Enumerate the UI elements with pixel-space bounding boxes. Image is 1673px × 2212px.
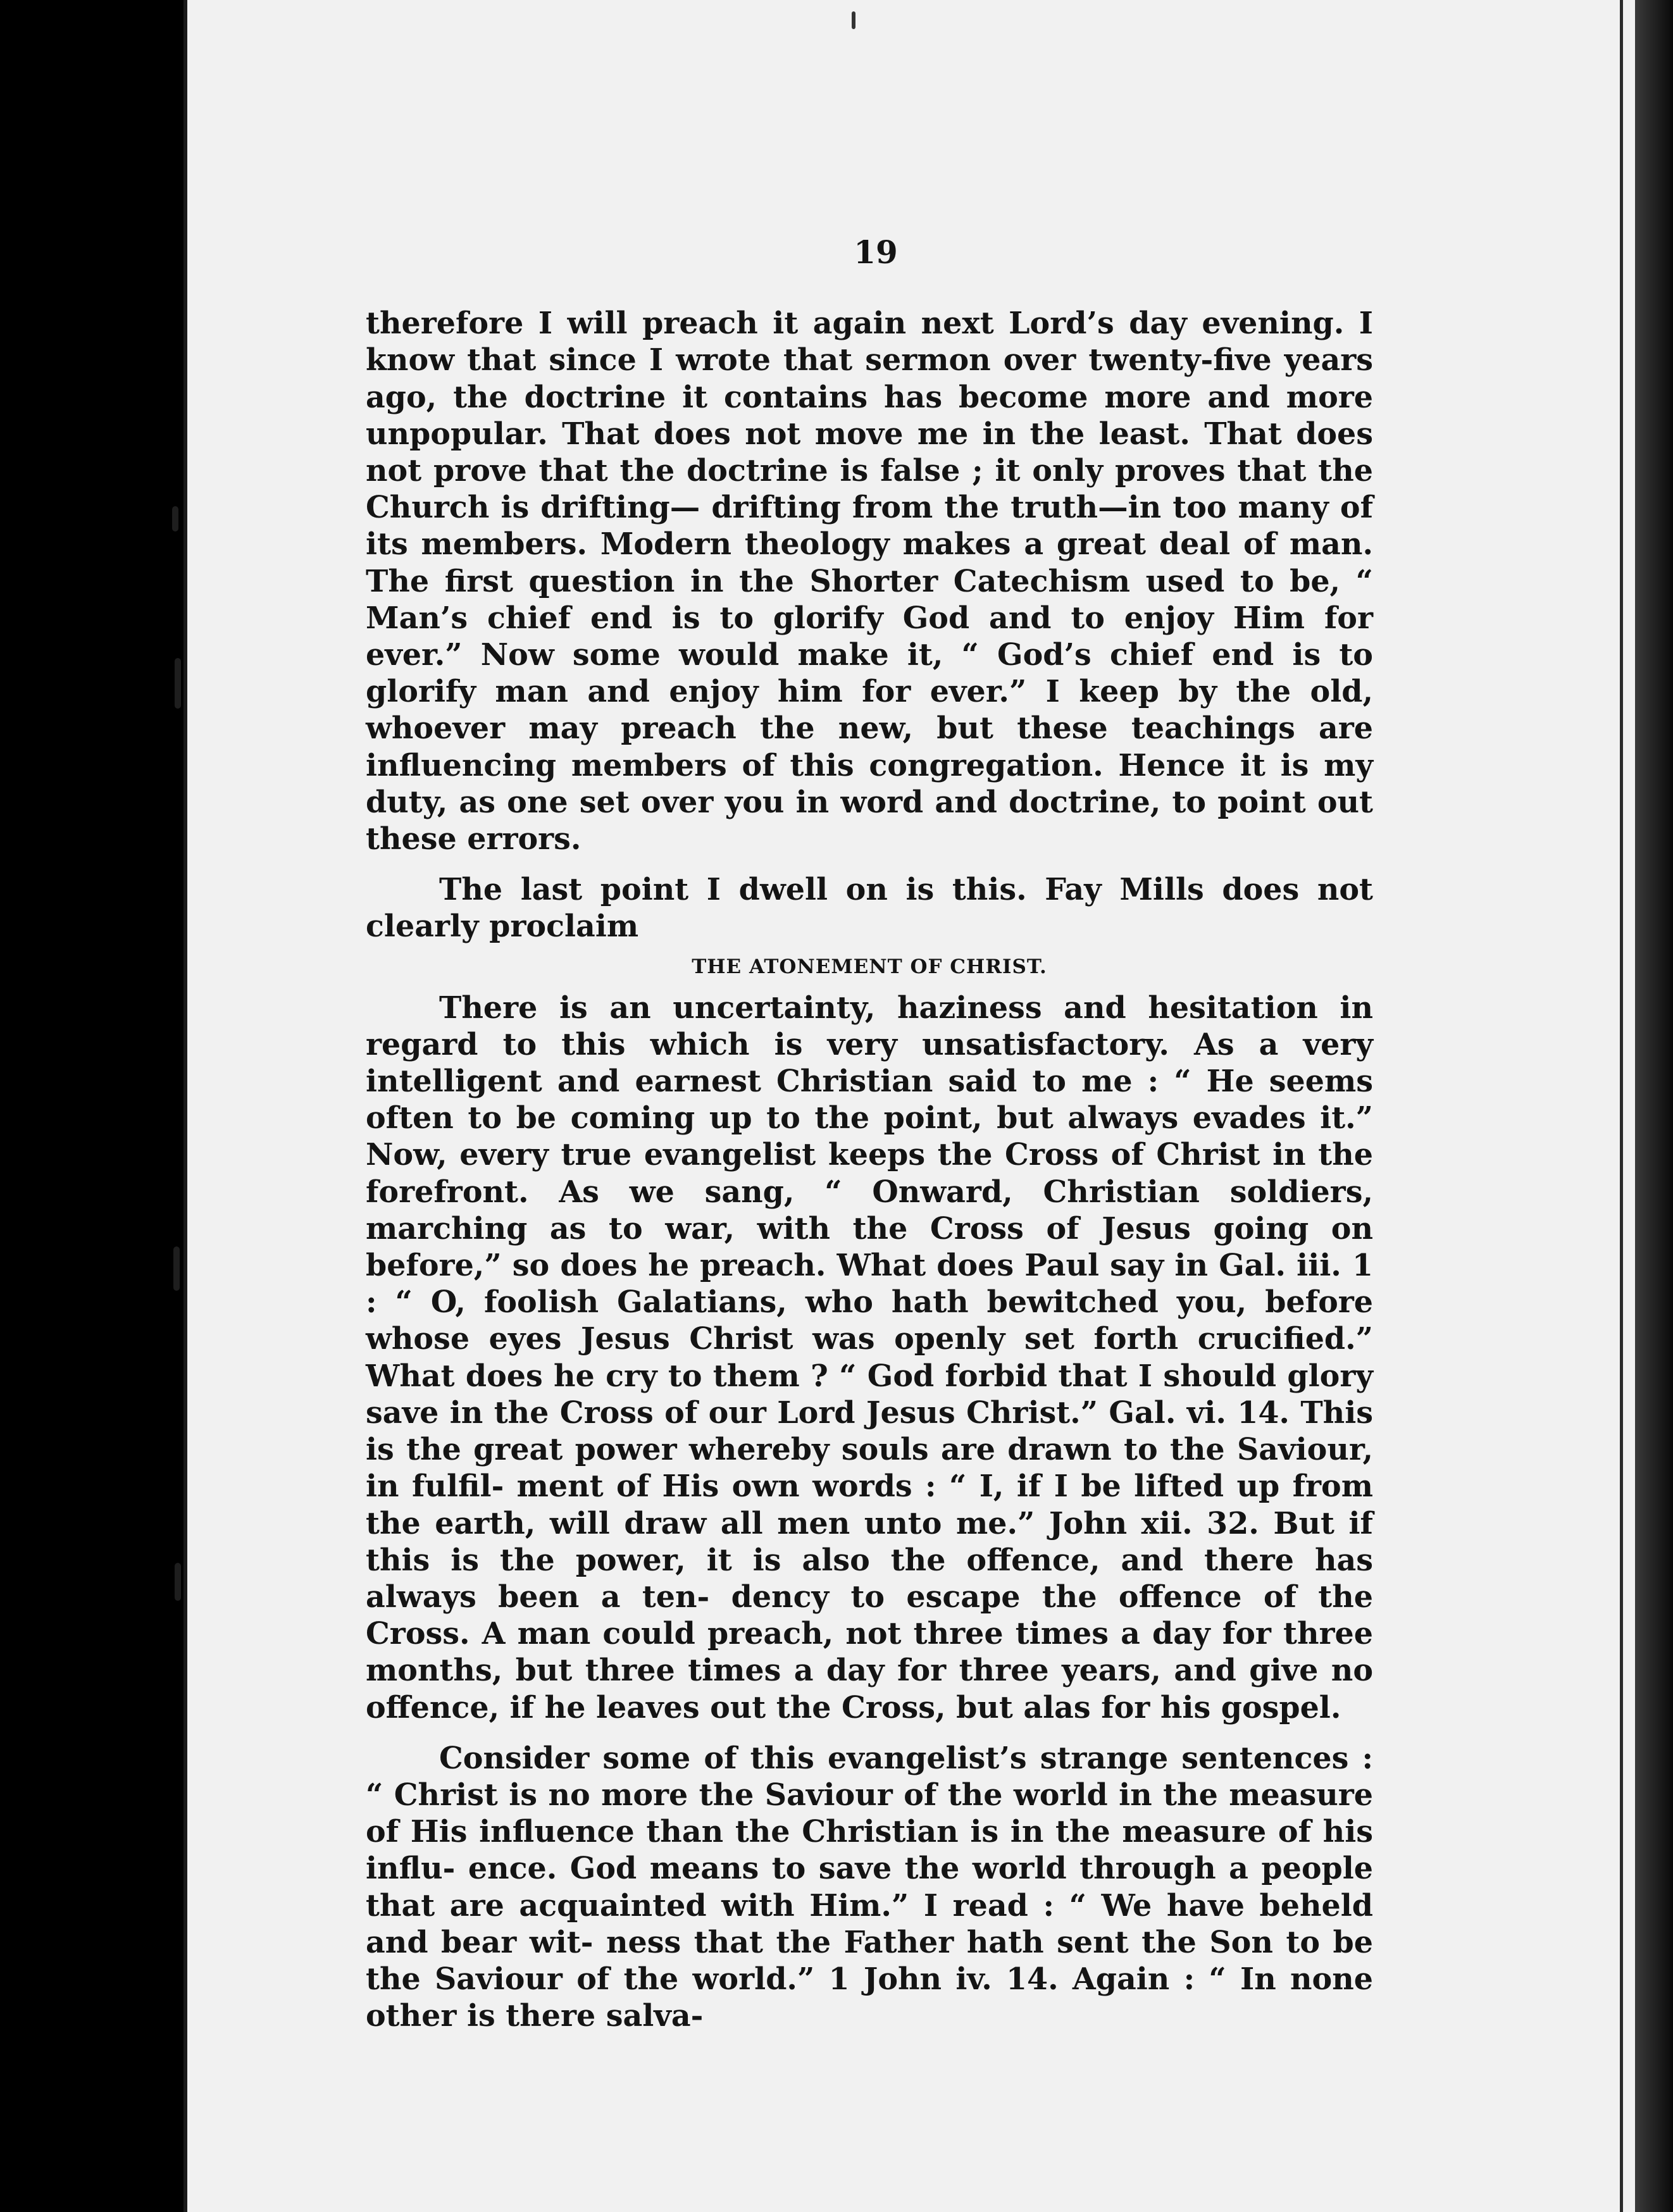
binding-mark xyxy=(173,1246,180,1291)
binding-mark xyxy=(175,1563,181,1601)
scan-speck xyxy=(852,11,855,29)
paragraph-1: therefore I will preach it again next Lord’s day evening. I know that since I wrote that sermon over twenty-five years ago, the doctrine it contains has become more and more unpopular. That does not move me in the least. That does not prove that the doctrine is false ; it only proves that the Church is drifting— drifting from the truth—in too many of its members. Modern theology makes a great deal of man. The first question in the Shorter Catechism used to be, “ Man’s chief end is to glorify God and to enjoy Him for ever.” Now some would make it, “ God’s chief end is to glorify man and enjoy him for ever.” I keep by the old, whoever may preach the new, but these teachings are influencing members of this congregation. Hence it is my duty, as one set over you in word and doctrine, to point out these errors. xyxy=(366,306,1373,857)
page-border-shadow xyxy=(1635,0,1673,2212)
page-gutter-edge xyxy=(183,0,187,2212)
paragraph-2: The last point I dwell on is this. Fay Mills does not clearly proclaim xyxy=(366,872,1373,945)
paragraph-4: Consider some of this evangelist’s strange sentences : “ Christ is no more the Saviour of the world in the measure of His influence than the Christian is in the measure of his influ- ence. God means to save the world through a people that are acquainted with Him.” I read : “ We have beheld and bear wit- ness that the Father hath sent the Son to be the Saviour of the world.” 1 John iv. 14. Again : “ In none other is there salva- xyxy=(366,1740,1373,2034)
section-heading: THE ATONEMENT OF CHRIST. xyxy=(692,955,1047,978)
paragraph-3: There is an uncertainty, haziness and hesitation in regard to this which is very unsatisfactory. As a very intelligent and earnest Christian said to me : “ He seems often to be coming up to the point, but always evades it.” Now, every true evangelist keeps the Cross of Christ in the forefront. As we sang, “ Onward, Christian soldiers, marching as to war, with the Cross of Jesus going on before,” so does he preach. What does Paul say in Gal. iii. 1 : “ O, foolish Galatians, who hath bewitched you, before whose eyes Jesus Christ was openly set forth crucified.” What does he cry to them ? “ God forbid that I should glory save in the Cross of our Lord Jesus Christ.” Gal. vi. 14. This is the great power whereby souls are drawn to the Saviour, in fulfil- ment of His own words : “ I, if I be lifted up from the earth, will draw all men unto me.” John xii. 32. But if this is the power, it is also the offence, and there has always been a ten- dency to escape the offence of the Cross. A man could preach, not three times a day for three months, but three times a day for three years, and give no offence, if he leaves out the Cross, but alas for his gospel. xyxy=(366,990,1373,1725)
page-text-block xyxy=(366,234,1373,2034)
binding-mark xyxy=(172,506,178,531)
page-number: 19 xyxy=(854,233,898,271)
page-right-edge xyxy=(1620,0,1623,2212)
binding-mark xyxy=(175,658,181,709)
